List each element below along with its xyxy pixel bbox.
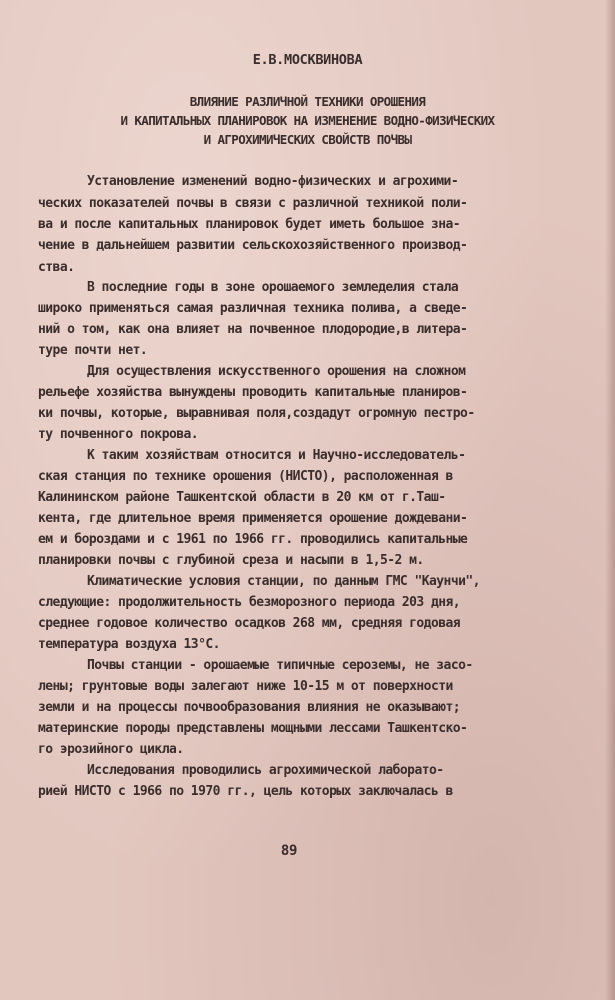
title-line: ВЛИЯНИЕ РАЗЛИЧНОЙ ТЕХНИКИ ОРОШЕНИЯ [189,94,426,109]
body-line: кента, где длительное время применяется орошение дождевани- [38,511,468,526]
title-line: И КАПИТАЛЬНЫХ ПЛАНИРОВОК НА ИЗМЕНЕНИЕ ВОДНО-ФИЗИЧЕСКИХ [120,113,495,128]
body-line: лены; грунтовые воды залегают ниже 10-15 м от поверхности [38,679,453,694]
body-line: широко применяться самая различная техника полива, а сведе- [38,301,468,316]
body-line: Климатические условия станции, по данным ГМС "Каунчи", [87,574,480,589]
title-line: И АГРОХИМИЧЕСКИХ СВОЙСТВ ПОЧВЫ [203,132,412,147]
body-line: ки почвы, которые, выравнивая поля,создадут огромную пестро- [38,406,475,421]
body-line: Исследования проводились агрохимической лаборато- [87,763,444,778]
article-title [20,92,595,149]
body-line: рельефе хозяйства вынуждены проводить капитальные планиров- [38,385,468,400]
page-edge-shadow [605,0,615,1000]
body-line: К таким хозяйствам относится и Научно-исследователь- [87,448,466,463]
body-line: ская станция по технике орошения (НИСТО), расположенная в [38,469,453,484]
body-line: Почвы станции - орошаемые типичные сероземы, не засо- [87,658,473,673]
body-line: земли и на процессы почвообразования влияния не оказывают; [38,700,461,715]
body-line: следующие: продолжительность безморозного периода 203 дня, [38,595,461,610]
body-line: температура воздуха 13°С. [38,637,220,652]
body-line: го эрозийного цикла. [38,742,184,757]
body-line: ний о том, как она влияет на почвенное плодородие,в литера- [38,322,468,337]
body-line: В последние годы в зоне орошаемого земледелия стала [87,280,459,295]
body-line: ва и после капитальных планировок будет иметь большое зна- [38,217,461,232]
body-line: чение в дальнейшем развитии сельскохозяйственного производ- [38,238,468,253]
body-line: планировки почвы с глубиной среза и насыпи в 1,5-2 м. [38,553,424,568]
body-line: ем и бороздами и с 1961 по 1966 гг. проводились капитальные [38,532,468,547]
body-line: рией НИСТО с 1966 по 1970 гг., цель которых заключалась в [38,784,453,799]
author-name: Е.В.МОСКВИНОВА [252,52,363,68]
body-line: Калининском районе Ташкентской области в 20 км от г.Таш- [38,490,446,505]
body-line: ства. [38,260,75,275]
body-line: Установление изменений водно-физических и агрохими- [87,174,459,189]
body-line: среднее годовое количество осадков 268 мм, средняя годовая [38,616,461,631]
page-number: 89 [280,843,298,859]
body-line: материнские породы представлены мощными лессами Ташкентско- [38,721,468,736]
body-line: туре почти нет. [38,343,148,358]
body-line: ческих показателей почвы в связи с различной техникой поли- [38,196,468,211]
body-line: ту почвенного покрова. [38,427,199,442]
body-line: Для осуществления искусственного орошения на сложном [87,364,466,379]
